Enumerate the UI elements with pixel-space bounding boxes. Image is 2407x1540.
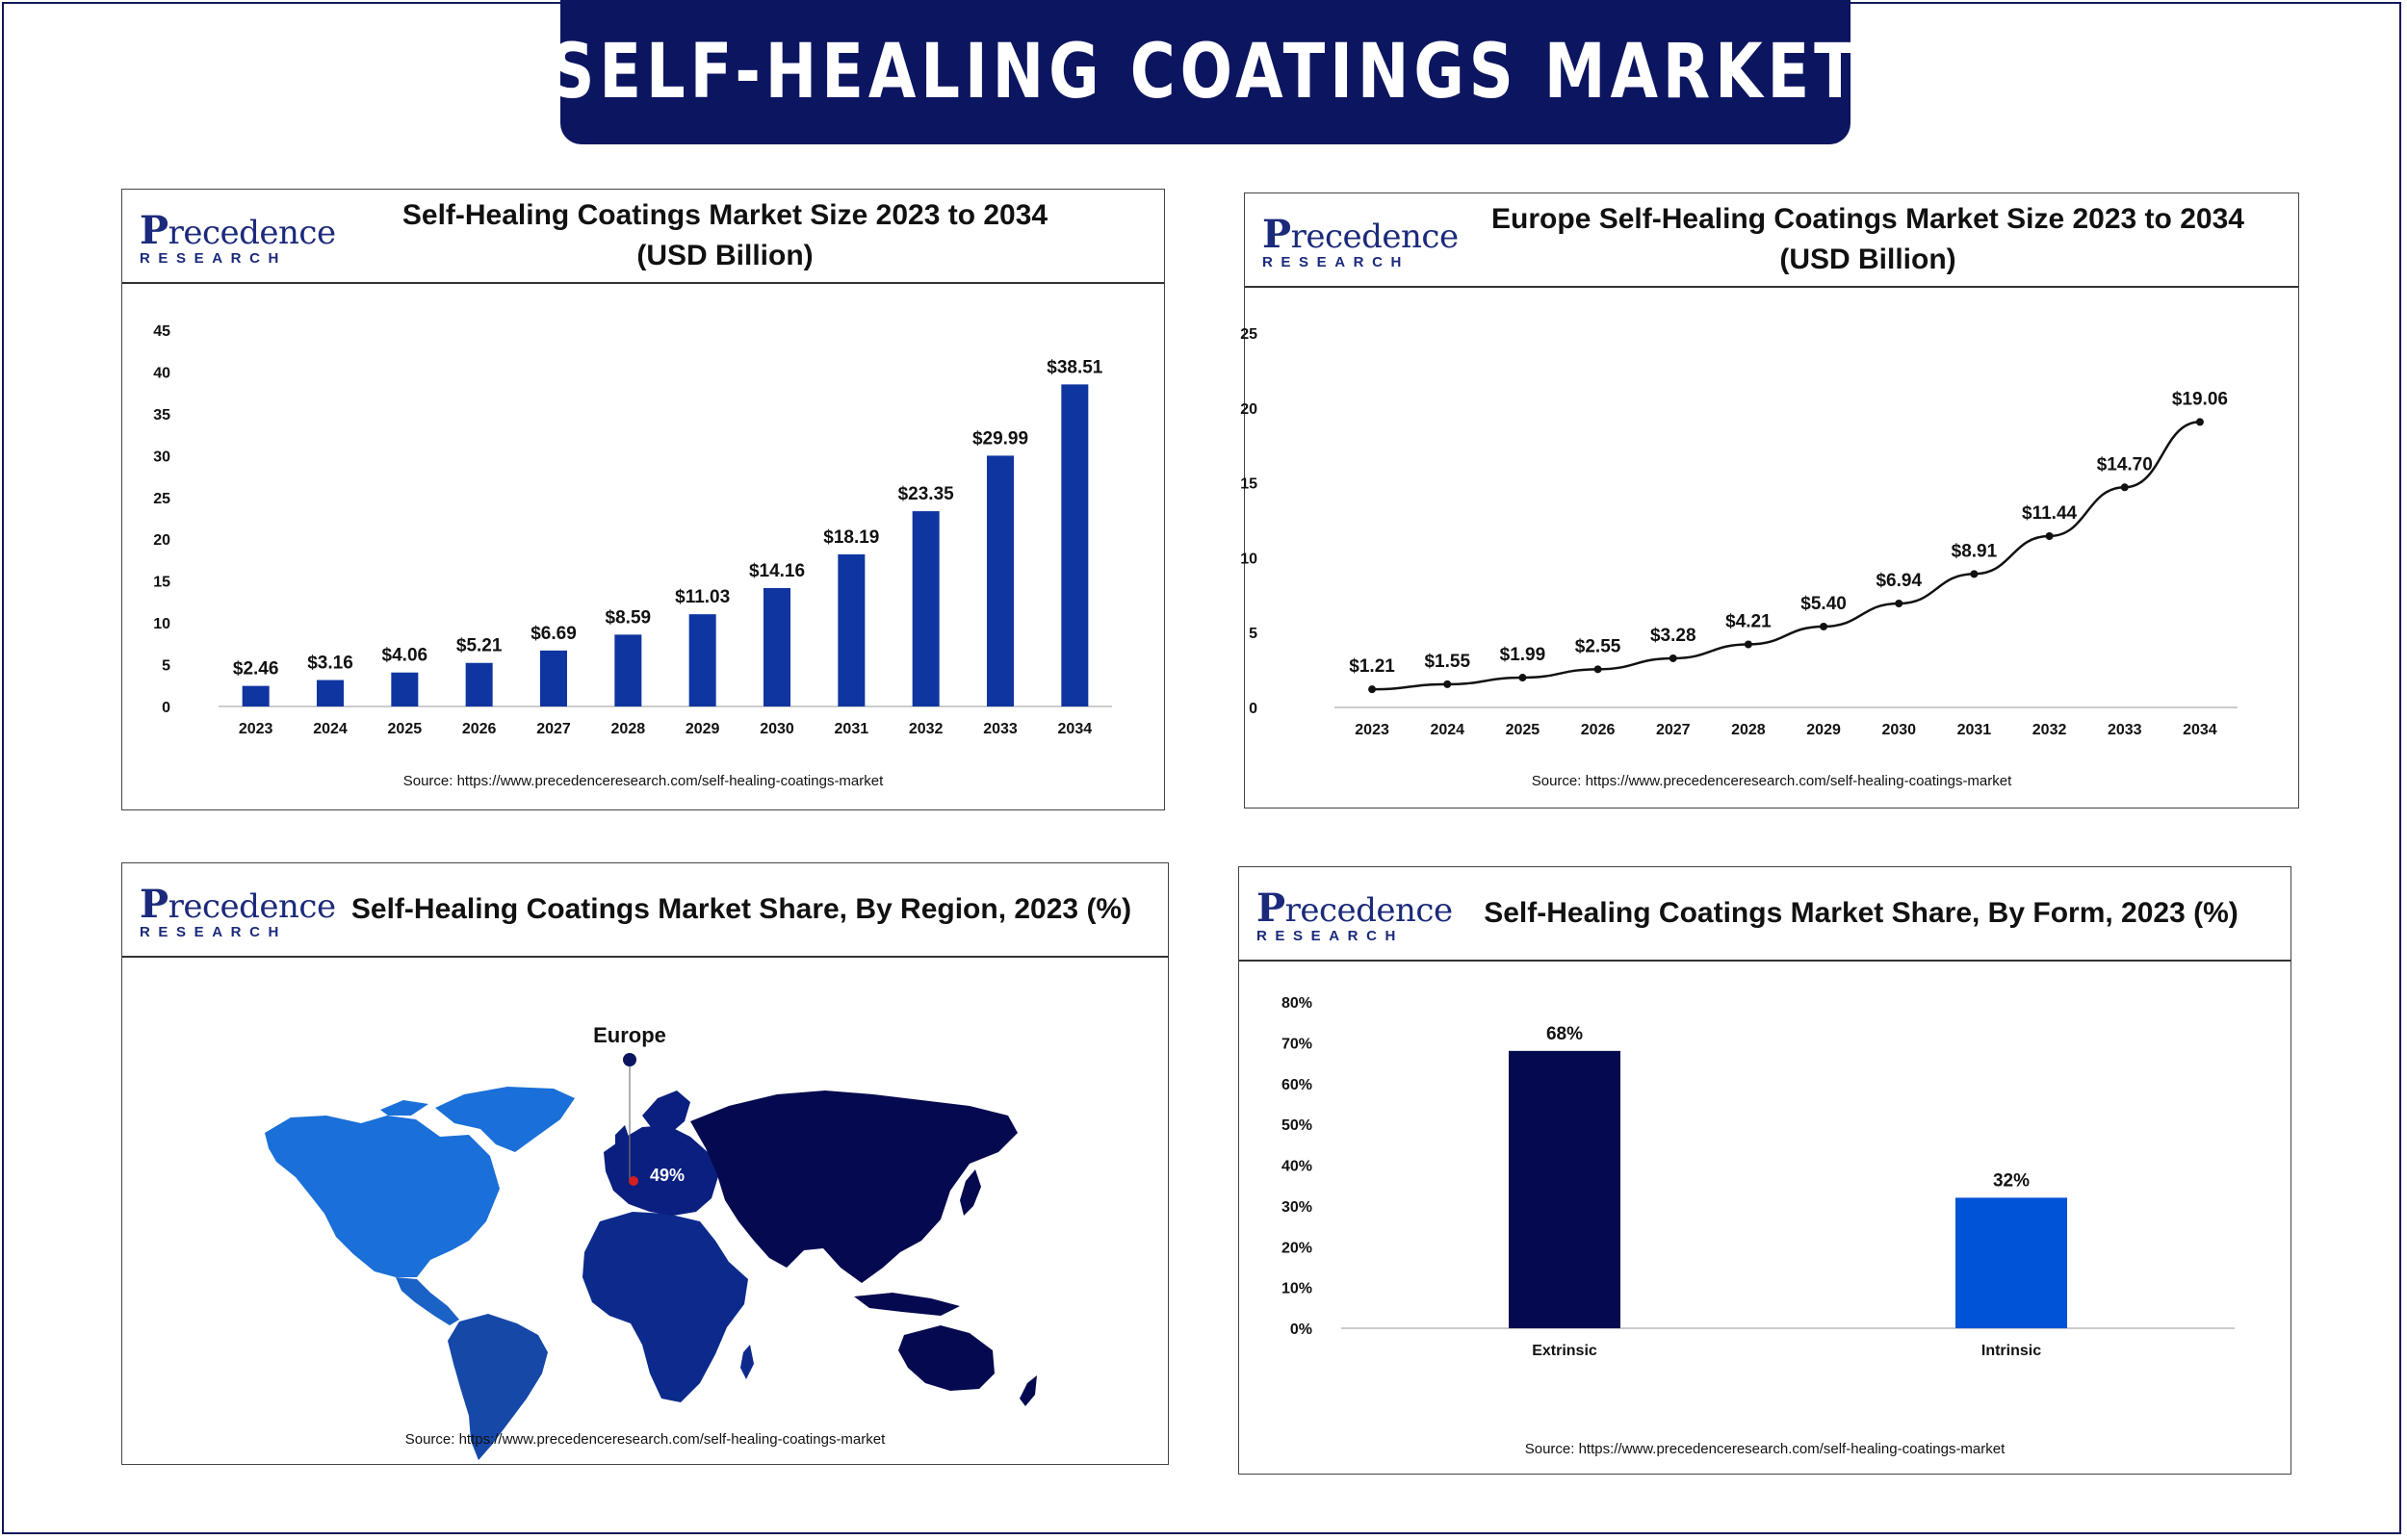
y-tick-label: 5 xyxy=(162,657,170,675)
y-tick-label: 30 xyxy=(153,449,170,466)
data-point xyxy=(1669,654,1677,662)
y-tick-label: 20% xyxy=(1281,1240,1312,1257)
y-tick-label: 0 xyxy=(1249,701,1257,717)
data-point xyxy=(1970,570,1978,578)
x-tick-label: 2028 xyxy=(1731,722,1766,738)
x-tick-label: 2031 xyxy=(834,721,869,737)
africa-shape xyxy=(582,1212,748,1402)
x-tick-label: 2027 xyxy=(1655,722,1691,738)
data-label: $8.91 xyxy=(1951,541,1998,562)
bar xyxy=(614,634,641,706)
y-tick-label: 15 xyxy=(153,574,170,591)
x-tick-label: 2027 xyxy=(536,721,571,737)
chart-title: Self-Healing Coatings Market Size 2023 to 2034 (USD Billion) xyxy=(401,199,1048,271)
bar xyxy=(689,614,716,706)
data-label: $2.55 xyxy=(1574,636,1621,657)
data-label: $4.06 xyxy=(381,645,428,666)
source-note: Source: https://www.precedenceresearch.com/self-healing-coatings-market xyxy=(1531,773,2012,789)
bar xyxy=(243,686,270,706)
north-america-shape xyxy=(265,1116,500,1277)
data-label: $11.44 xyxy=(2022,502,2078,524)
scandinavia-shape xyxy=(642,1091,690,1133)
y-tick-label: 30% xyxy=(1281,1198,1312,1216)
y-tick-label: 45 xyxy=(153,323,170,340)
y-tick-label: 25 xyxy=(153,490,170,507)
central-america-shape xyxy=(396,1277,459,1325)
data-label: $23.35 xyxy=(897,484,954,505)
data-label: $14.70 xyxy=(2096,454,2153,475)
data-label: $1.21 xyxy=(1349,656,1395,678)
x-tick-label: 2034 xyxy=(2183,722,2217,738)
bar xyxy=(838,554,865,706)
y-tick-label: 40% xyxy=(1281,1158,1312,1175)
data-label: $6.94 xyxy=(1876,571,1923,592)
y-tick-label: 20 xyxy=(153,532,170,550)
x-tick-label: 2033 xyxy=(983,721,1018,737)
data-label: $6.69 xyxy=(531,623,577,644)
source-note: Source: https://www.precedenceresearch.com/self-healing-coatings-market xyxy=(404,1431,886,1448)
bar xyxy=(764,588,790,706)
x-tick-label: 2025 xyxy=(387,721,423,737)
europe-size-panel xyxy=(1240,192,2299,808)
y-tick-label: 35 xyxy=(153,406,170,424)
y-tick-label: 25 xyxy=(1240,326,1257,343)
y-tick-label: 0 xyxy=(162,700,170,716)
data-point xyxy=(1745,640,1752,648)
bar xyxy=(391,673,418,706)
data-label: $14.16 xyxy=(748,560,806,581)
x-tick-label: 2026 xyxy=(1580,722,1616,738)
indonesia-shape xyxy=(854,1293,960,1316)
x-tick-label: 2031 xyxy=(1956,722,1992,738)
y-tick-label: 70% xyxy=(1281,1036,1312,1053)
title-banner xyxy=(550,0,1861,144)
japan-shape xyxy=(960,1169,981,1216)
x-tick-label: 2032 xyxy=(908,721,944,737)
x-tick-label: 2032 xyxy=(2032,722,2067,738)
precedence-logo: Precedence RESEARCH xyxy=(140,882,336,940)
y-tick-label: 0% xyxy=(1289,1322,1312,1338)
chart-title: Self-Healing Coatings Market Share, By Region, 2023 (%) xyxy=(350,893,1132,925)
source-note: Source: https://www.precedenceresearch.com/self-healing-coatings-market xyxy=(402,773,884,789)
data-point xyxy=(1820,623,1827,630)
arctic-islands-shape xyxy=(380,1100,428,1116)
y-tick-label: 15 xyxy=(1240,475,1257,493)
y-tick-label: 10 xyxy=(153,616,170,633)
data-label: 68% xyxy=(1545,1023,1584,1044)
source-note: Source: https://www.precedenceresearch.com/self-healing-coatings-market xyxy=(1524,1441,2006,1457)
data-label: $11.03 xyxy=(675,587,731,608)
x-tick-label: 2029 xyxy=(685,721,720,737)
x-tick-label: 2034 xyxy=(1057,721,1093,737)
data-point xyxy=(2196,418,2204,425)
data-label: $3.28 xyxy=(1649,625,1696,646)
world-map xyxy=(122,863,1170,1466)
data-point xyxy=(1895,600,1902,607)
bar xyxy=(1955,1197,2067,1328)
region-share-panel xyxy=(121,862,1169,1465)
market-size-panel xyxy=(121,189,1165,810)
data-label: $3.16 xyxy=(307,653,353,674)
data-label: $38.51 xyxy=(1047,357,1103,378)
data-label: $2.46 xyxy=(232,658,279,680)
data-label: $5.40 xyxy=(1800,593,1847,614)
precedence-logo: Precedence RESEARCH xyxy=(1256,886,1453,944)
x-tick-label: 2023 xyxy=(1355,722,1389,738)
bar xyxy=(317,680,344,706)
x-tick-label: 2025 xyxy=(1505,722,1540,738)
europe-size-line-chart xyxy=(1240,193,2300,809)
main-title: SELF-HEALING COATINGS MARKET xyxy=(550,29,1861,116)
precedence-logo: Precedence RESEARCH xyxy=(140,208,336,267)
x-tick-label: 2024 xyxy=(313,721,348,737)
chart-title: Self-Healing Coatings Market Share, By Form, 2023 (%) xyxy=(1484,897,2239,929)
y-tick-label: 50% xyxy=(1281,1117,1312,1135)
y-tick-label: 20 xyxy=(1240,400,1257,418)
data-label: $1.55 xyxy=(1424,651,1471,672)
bar xyxy=(1509,1051,1620,1328)
australia-shape xyxy=(898,1325,995,1391)
data-point xyxy=(2121,483,2129,491)
x-tick-label: 2033 xyxy=(2107,722,2142,738)
series-line xyxy=(1372,422,2200,689)
x-tick-label: 2026 xyxy=(461,721,497,737)
data-label: $19.06 xyxy=(2171,389,2228,410)
data-point xyxy=(1518,674,1526,681)
y-tick-label: 40 xyxy=(153,365,170,382)
data-point xyxy=(1368,685,1376,693)
data-label: $29.99 xyxy=(971,428,1029,449)
data-label: 32% xyxy=(1992,1170,2031,1192)
data-point xyxy=(1443,680,1451,688)
callout-region-label: Europe xyxy=(593,1023,666,1047)
y-tick-label: 80% xyxy=(1281,995,1312,1012)
madagascar-shape xyxy=(740,1345,754,1379)
callout-value-label: 49% xyxy=(649,1166,686,1185)
data-label: $5.21 xyxy=(455,635,503,656)
data-label: $18.19 xyxy=(823,526,880,548)
callout-anchor xyxy=(629,1176,638,1186)
x-tick-label: 2028 xyxy=(610,721,646,737)
bar xyxy=(466,663,493,706)
data-point xyxy=(2046,532,2054,540)
precedence-logo: Precedence RESEARCH xyxy=(1262,212,1459,270)
y-tick-label: 5 xyxy=(1249,626,1257,643)
x-tick-label: 2030 xyxy=(1881,722,1917,738)
x-tick-label: Intrinsic xyxy=(1980,1343,2042,1359)
form-share-bar-chart xyxy=(1239,867,2292,1476)
y-tick-label: 10% xyxy=(1281,1280,1312,1297)
x-tick-label: 2024 xyxy=(1430,722,1465,738)
new-zealand-shape xyxy=(1020,1375,1037,1406)
data-label: $8.59 xyxy=(605,607,652,629)
x-tick-label: Extrinsic xyxy=(1532,1343,1597,1359)
y-tick-label: 60% xyxy=(1281,1076,1312,1093)
x-tick-label: 2029 xyxy=(1806,722,1841,738)
data-label: $1.99 xyxy=(1499,645,1546,666)
y-tick-label: 10 xyxy=(1240,551,1257,568)
x-tick-label: 2023 xyxy=(238,721,273,737)
bar xyxy=(987,455,1014,706)
bar xyxy=(913,511,940,706)
form-share-panel xyxy=(1238,866,2291,1475)
x-tick-label: 2030 xyxy=(760,721,794,737)
callout-pin xyxy=(623,1053,636,1066)
bar xyxy=(540,651,567,706)
market-size-bar-chart xyxy=(122,190,1166,811)
bar xyxy=(1061,384,1088,706)
chart-title: Europe Self-Healing Coatings Market Size 2023 to 2034 (USD Billion) xyxy=(1491,203,2244,275)
data-point xyxy=(1594,665,1602,673)
data-label: $4.21 xyxy=(1725,611,1772,632)
